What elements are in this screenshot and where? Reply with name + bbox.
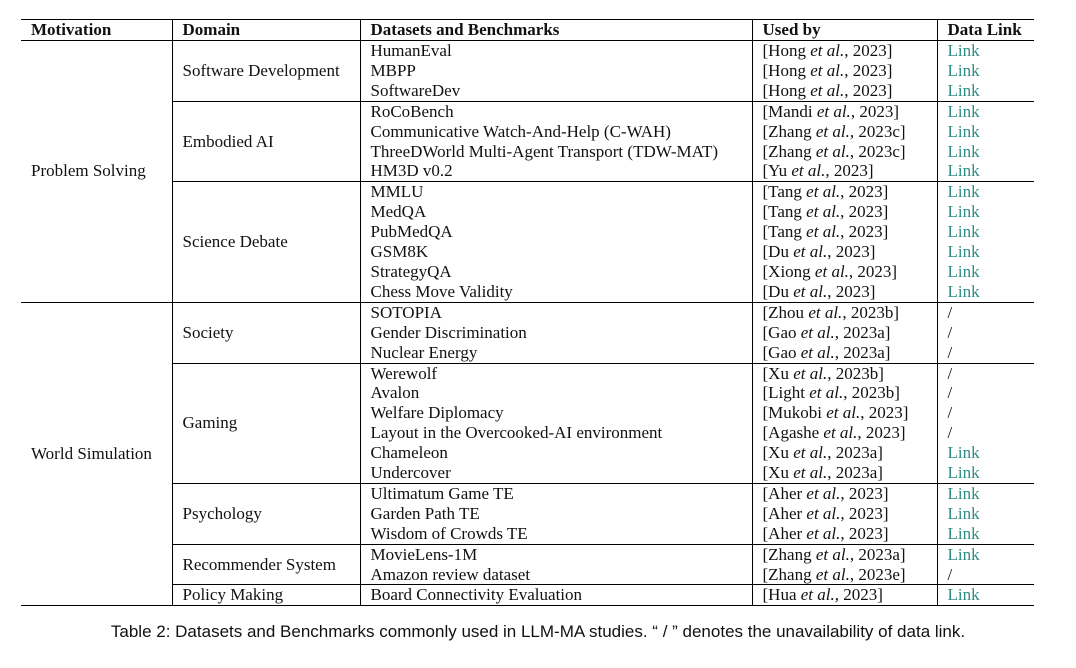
data-link-unavailable: /: [947, 302, 953, 322]
data-link[interactable]: Link: [947, 101, 980, 121]
domain-cell: Psychology: [172, 483, 360, 544]
citation-et-al: et al.: [791, 161, 826, 181]
used-by-cell: [Yu et al., 2023]: [752, 161, 937, 181]
data-link[interactable]: Link: [947, 141, 980, 161]
used-by-cell: [Aher et al., 2023]: [752, 483, 937, 503]
citation-year: 2023: [865, 423, 900, 443]
data-link[interactable]: Link: [947, 281, 980, 301]
data-link[interactable]: Link: [947, 161, 980, 181]
citation-author: Hong: [768, 80, 806, 100]
header-data-link: Data Link: [937, 20, 1034, 41]
dataset-cell: Gender Discrimination: [360, 323, 752, 343]
used-by-cell: [Mandi et al., 2023]: [752, 101, 937, 121]
table-row: [21, 544, 1034, 564]
dataset-cell: MMLU: [360, 182, 752, 202]
data-link[interactable]: Link: [947, 80, 980, 100]
dataset-cell: MBPP: [360, 61, 752, 81]
domain-cell: Policy Making: [172, 585, 360, 606]
citation-author: Xiong: [768, 261, 811, 281]
used-by-cell: [Mukobi et al., 2023]: [752, 403, 937, 423]
citation-bracket-close: ]: [884, 322, 891, 342]
dataset-cell: Chameleon: [360, 443, 752, 463]
data-link-cell: [937, 182, 1034, 202]
citation-et-al: et al.: [815, 121, 850, 141]
citation-bracket-close: ]: [899, 564, 906, 584]
citation-bracket-close: ]: [869, 242, 876, 262]
data-link-unavailable: /: [947, 383, 953, 403]
dataset-cell: Garden Path TE: [360, 504, 752, 524]
citation-author: Mukobi: [768, 403, 823, 423]
citation-bracket-open: [: [762, 322, 769, 342]
dataset-cell: Board Connectivity Evaluation: [360, 585, 752, 606]
citation-et-al: et al.: [800, 585, 835, 605]
data-link[interactable]: Link: [947, 261, 980, 281]
citation-et-al: et al.: [815, 544, 850, 564]
citation-bracket-open: [: [762, 564, 769, 584]
citation-bracket-open: [: [762, 503, 769, 523]
citation-year: 2023: [857, 261, 892, 281]
citation-bracket-close: ]: [867, 161, 874, 181]
citation-bracket-open: [: [762, 443, 769, 463]
data-link-cell: [937, 585, 1034, 606]
used-by-cell: [Hong et al., 2023]: [752, 61, 937, 81]
citation-year: 2023: [852, 41, 887, 60]
data-link[interactable]: Link: [947, 242, 980, 262]
dataset-cell: SOTOPIA: [360, 302, 752, 322]
citation-et-al: et al.: [793, 463, 828, 483]
dataset-cell: Avalon: [360, 383, 752, 403]
citation-bracket-open: [: [762, 222, 769, 242]
dataset-cell: Chess Move Validity: [360, 282, 752, 302]
citation-bracket-close: ]: [886, 80, 893, 100]
citation-year: 2023: [868, 403, 903, 423]
dataset-cell: Welfare Diplomacy: [360, 403, 752, 423]
data-link[interactable]: Link: [947, 463, 980, 483]
citation-year: 2023: [852, 60, 887, 80]
citation-author: Zhou: [768, 302, 805, 322]
data-link-cell: [937, 343, 1034, 363]
dataset-cell: ThreeDWorld Multi-Agent Transport (TDW-MAT): [360, 142, 752, 162]
used-by-cell: [Hong et al., 2023]: [752, 41, 937, 61]
citation-et-al: et al.: [793, 281, 828, 301]
data-link-unavailable: /: [947, 363, 953, 383]
citation-year: 2023: [835, 242, 870, 262]
data-link[interactable]: Link: [947, 443, 980, 463]
data-link-cell: [937, 544, 1034, 564]
data-link-cell: [937, 161, 1034, 181]
used-by-cell: [Xiong et al., 2023]: [752, 262, 937, 282]
used-by-cell: [Aher et al., 2023]: [752, 504, 937, 524]
dataset-cell: HM3D v0.2: [360, 161, 752, 181]
data-link[interactable]: Link: [947, 202, 980, 222]
data-link-unavailable: /: [947, 564, 953, 584]
citation-year: 2023: [848, 523, 883, 543]
citation-bracket-close: ]: [893, 101, 899, 121]
used-by-cell: [Gao et al., 2023a]: [752, 343, 937, 363]
data-link-cell: [937, 282, 1034, 302]
data-link-cell: [937, 524, 1034, 544]
used-by-cell: [Xu et al., 2023a]: [752, 443, 937, 463]
citation-bracket-close: ]: [902, 403, 909, 423]
citation-year: 2023: [848, 503, 883, 523]
used-by-cell: [Light et al., 2023b]: [752, 383, 937, 403]
citation-bracket-open: [: [762, 80, 769, 100]
citation-author: Du: [768, 281, 789, 301]
dataset-cell: Layout in the Overcooked-AI environment: [360, 423, 752, 443]
citation-year: 2023c: [858, 141, 900, 161]
citation-bracket-close: ]: [882, 182, 889, 202]
citation-year: 2023: [843, 585, 878, 605]
citation-year: 2023e: [858, 564, 900, 584]
citation-year: 2023: [848, 182, 883, 202]
citation-author: Gao: [768, 322, 797, 342]
citation-bracket-close: ]: [877, 443, 883, 463]
domain-cell: Software Development: [172, 41, 360, 102]
data-link-cell: [937, 242, 1034, 262]
used-by-cell: [Zhang et al., 2023c]: [752, 142, 937, 162]
data-link-cell: [937, 463, 1034, 483]
citation-bracket-close: ]: [882, 523, 889, 543]
dataset-cell: Ultimatum Game TE: [360, 483, 752, 503]
citation-author: Yu: [768, 161, 788, 181]
citation-et-al: et al.: [800, 342, 835, 362]
citation-et-al: et al.: [808, 302, 843, 322]
domain-cell: Recommender System: [172, 544, 360, 585]
data-link-cell: [937, 483, 1034, 503]
used-by-cell: [Xu et al., 2023b]: [752, 363, 937, 383]
data-link[interactable]: Link: [947, 41, 980, 60]
used-by-cell: [Zhang et al., 2023c]: [752, 122, 937, 142]
domain-cell: Society: [172, 302, 360, 363]
citation-year: 2023a: [835, 463, 878, 483]
citation-bracket-open: [: [762, 261, 769, 281]
used-by-cell: [Agashe et al., 2023]: [752, 423, 937, 443]
data-link[interactable]: Link: [947, 523, 980, 543]
citation-bracket-close: ]: [882, 202, 889, 222]
citation-year: 2023: [848, 202, 883, 222]
used-by-cell: [Xu et al., 2023a]: [752, 463, 937, 483]
header-used-by: Used by: [752, 20, 937, 41]
dataset-cell: Nuclear Energy: [360, 343, 752, 363]
citation-bracket-close: ]: [884, 342, 891, 362]
citation-year: 2023: [833, 161, 868, 181]
data-link-cell: [937, 101, 1034, 121]
data-link-cell: [937, 61, 1034, 81]
citation-author: Gao: [768, 342, 797, 362]
datasets-table: [21, 19, 1034, 606]
citation-bracket-open: [: [762, 363, 769, 383]
citation-bracket-open: [: [762, 161, 769, 181]
data-link-cell: [937, 122, 1034, 142]
citation-author: Du: [768, 242, 789, 262]
data-link-cell: [937, 302, 1034, 322]
citation-author: Hua: [768, 585, 797, 605]
data-link[interactable]: Link: [947, 60, 980, 80]
data-link[interactable]: Link: [947, 585, 980, 605]
citation-et-al: et al.: [809, 383, 844, 403]
table-row: [21, 483, 1034, 503]
citation-et-al: et al.: [800, 322, 835, 342]
citation-et-al: et al.: [793, 242, 828, 262]
citation-et-al: et al.: [826, 403, 861, 423]
citation-bracket-close: ]: [882, 483, 889, 503]
citation-bracket-close: ]: [869, 281, 876, 301]
dataset-cell: RoCoBench: [360, 101, 752, 121]
citation-et-al: et al.: [806, 503, 841, 523]
citation-bracket-close: ]: [886, 60, 893, 80]
citation-author: Tang: [768, 202, 802, 222]
citation-et-al: et al.: [806, 483, 841, 503]
data-link-cell: [937, 443, 1034, 463]
domain-cell: Gaming: [172, 363, 360, 483]
citation-et-al: et al.: [810, 60, 845, 80]
table-header-row: [21, 20, 1034, 41]
citation-year: 2023: [859, 101, 894, 121]
data-link[interactable]: Link: [947, 483, 980, 503]
dataset-cell: Amazon review dataset: [360, 565, 752, 585]
citation-bracket-open: [: [762, 463, 769, 483]
citation-bracket-open: [: [762, 383, 769, 403]
citation-bracket-open: [: [762, 403, 769, 423]
data-link-cell: [937, 363, 1034, 383]
citation-bracket-close: ]: [899, 141, 906, 161]
citation-author: Zhang: [768, 544, 812, 564]
table-row: [21, 363, 1034, 383]
citation-bracket-open: [: [762, 41, 769, 60]
used-by-cell: [Tang et al., 2023]: [752, 202, 937, 222]
citation-et-al: et al.: [806, 222, 841, 242]
citation-bracket-close: ]: [894, 383, 900, 403]
header-domain: Domain: [172, 20, 360, 41]
citation-bracket-close: ]: [877, 585, 883, 605]
used-by-cell: [Aher et al., 2023]: [752, 524, 937, 544]
citation-bracket-open: [: [762, 423, 769, 443]
citation-et-al: et al.: [823, 423, 858, 443]
citation-et-al: et al.: [815, 141, 850, 161]
dataset-cell: Communicative Watch-And-Help (C-WAH): [360, 122, 752, 142]
citation-bracket-open: [: [762, 281, 769, 301]
citation-et-al: et al.: [814, 261, 849, 281]
data-link-cell: [937, 202, 1034, 222]
motivation-cell: Problem Solving: [31, 161, 146, 181]
citation-bracket-open: [: [762, 182, 769, 202]
dataset-cell: Undercover: [360, 463, 752, 483]
data-link[interactable]: Link: [947, 544, 980, 564]
data-link-cell: [937, 423, 1034, 443]
data-link-cell: [937, 222, 1034, 242]
data-link[interactable]: Link: [947, 222, 980, 242]
citation-year: 2023: [852, 80, 887, 100]
citation-bracket-close: ]: [891, 261, 898, 281]
citation-bracket-open: [: [762, 302, 769, 322]
citation-bracket-open: [: [762, 342, 769, 362]
table-row: [21, 41, 1034, 61]
data-link-unavailable: /: [947, 423, 953, 443]
citation-author: Tang: [768, 222, 802, 242]
citation-bracket-open: [: [762, 483, 769, 503]
citation-author: Aher: [768, 503, 803, 523]
dataset-cell: MovieLens-1M: [360, 544, 752, 564]
data-link-cell: [937, 504, 1034, 524]
domain-cell: Embodied AI: [172, 101, 360, 182]
citation-author: Agashe: [768, 423, 820, 443]
citation-bracket-close: ]: [878, 363, 884, 383]
citation-year: 2023b: [851, 383, 895, 403]
header-datasets: Datasets and Benchmarks: [360, 20, 752, 41]
citation-year: 2023a: [843, 322, 885, 342]
citation-year: 2023c: [858, 121, 900, 141]
header-motivation: Motivation: [21, 20, 172, 41]
data-link[interactable]: Link: [947, 503, 980, 523]
citation-author: Hong: [768, 60, 806, 80]
dataset-cell: Wisdom of Crowds TE: [360, 524, 752, 544]
citation-year: 2023a: [843, 342, 885, 362]
data-link-cell: [937, 565, 1034, 585]
citation-et-al: et al.: [815, 564, 850, 584]
citation-bracket-open: [: [762, 523, 769, 543]
citation-author: Mandi: [768, 101, 813, 121]
used-by-cell: [Gao et al., 2023a]: [752, 323, 937, 343]
table-row: [21, 585, 1034, 606]
citation-year: 2023: [848, 222, 883, 242]
data-link-unavailable: /: [947, 322, 953, 342]
datasets-table-container: [21, 19, 1034, 606]
data-link-unavailable: /: [947, 403, 953, 423]
citation-author: Light: [768, 383, 806, 403]
citation-bracket-open: [: [762, 101, 769, 121]
citation-author: Zhang: [768, 121, 812, 141]
citation-year: 2023b: [850, 302, 894, 322]
used-by-cell: [Zhang et al., 2023e]: [752, 565, 937, 585]
dataset-cell: PubMedQA: [360, 222, 752, 242]
citation-year: 2023a: [858, 544, 900, 564]
citation-bracket-close: ]: [886, 41, 893, 60]
data-link-cell: [937, 323, 1034, 343]
table-row: [21, 182, 1034, 202]
domain-cell: Science Debate: [172, 182, 360, 302]
citation-year: 2023: [848, 483, 883, 503]
citation-bracket-close: ]: [899, 544, 906, 564]
citation-bracket-close: ]: [893, 302, 899, 322]
data-link-unavailable: /: [947, 342, 953, 362]
table-body: [21, 41, 1034, 606]
citation-bracket-close: ]: [882, 503, 889, 523]
citation-year: 2023b: [835, 363, 879, 383]
used-by-cell: [Tang et al., 2023]: [752, 222, 937, 242]
citation-author: Aher: [768, 523, 803, 543]
used-by-cell: [Tang et al., 2023]: [752, 182, 937, 202]
used-by-cell: [Du et al., 2023]: [752, 242, 937, 262]
citation-author: Xu: [768, 363, 789, 383]
data-link-cell: [937, 262, 1034, 282]
data-link[interactable]: Link: [947, 182, 980, 202]
citation-et-al: et al.: [806, 202, 841, 222]
used-by-cell: [Zhou et al., 2023b]: [752, 302, 937, 322]
dataset-cell: SoftwareDev: [360, 81, 752, 101]
citation-author: Hong: [768, 41, 806, 60]
citation-year: 2023: [835, 281, 870, 301]
dataset-cell: MedQA: [360, 202, 752, 222]
table-caption: Table 2: Datasets and Benchmarks commonly used in LLM-MA studies. “ / ” denotes the unavailability of data link.: [110, 622, 966, 641]
used-by-cell: [Zhang et al., 2023a]: [752, 544, 937, 564]
citation-et-al: et al.: [806, 182, 841, 202]
data-link-cell: [937, 81, 1034, 101]
citation-year: 2023a: [835, 443, 878, 463]
citation-et-al: et al.: [793, 363, 828, 383]
data-link-cell: [937, 41, 1034, 61]
motivation-cell: World Simulation: [21, 302, 172, 606]
citation-bracket-open: [: [762, 585, 769, 605]
citation-et-al: et al.: [793, 443, 828, 463]
used-by-cell: [Hua et al., 2023]: [752, 585, 937, 606]
citation-bracket-open: [: [762, 202, 769, 222]
data-link-cell: [937, 403, 1034, 423]
table-row: [21, 101, 1034, 121]
citation-et-al: et al.: [816, 101, 851, 121]
citation-author: Zhang: [768, 141, 812, 161]
data-link[interactable]: Link: [947, 121, 980, 141]
citation-bracket-close: ]: [877, 463, 883, 483]
citation-author: Xu: [768, 443, 789, 463]
citation-bracket-close: ]: [899, 121, 906, 141]
dataset-cell: StrategyQA: [360, 262, 752, 282]
citation-author: Tang: [768, 182, 802, 202]
citation-bracket-open: [: [762, 544, 769, 564]
dataset-cell: Werewolf: [360, 363, 752, 383]
citation-et-al: et al.: [810, 41, 845, 60]
data-link-cell: [937, 383, 1034, 403]
citation-et-al: et al.: [806, 523, 841, 543]
table-row: [21, 302, 1034, 322]
citation-bracket-open: [: [762, 141, 769, 161]
citation-bracket-open: [: [762, 60, 769, 80]
citation-bracket-close: ]: [899, 423, 906, 443]
citation-author: Aher: [768, 483, 803, 503]
dataset-cell: GSM8K: [360, 242, 752, 262]
citation-bracket-open: [: [762, 121, 769, 141]
citation-et-al: et al.: [810, 80, 845, 100]
citation-author: Zhang: [768, 564, 812, 584]
dataset-cell: HumanEval: [360, 41, 752, 61]
citation-bracket-close: ]: [882, 222, 889, 242]
used-by-cell: [Hong et al., 2023]: [752, 81, 937, 101]
citation-author: Xu: [768, 463, 789, 483]
used-by-cell: [Du et al., 2023]: [752, 282, 937, 302]
citation-bracket-open: [: [762, 242, 769, 262]
data-link-cell: [937, 142, 1034, 162]
